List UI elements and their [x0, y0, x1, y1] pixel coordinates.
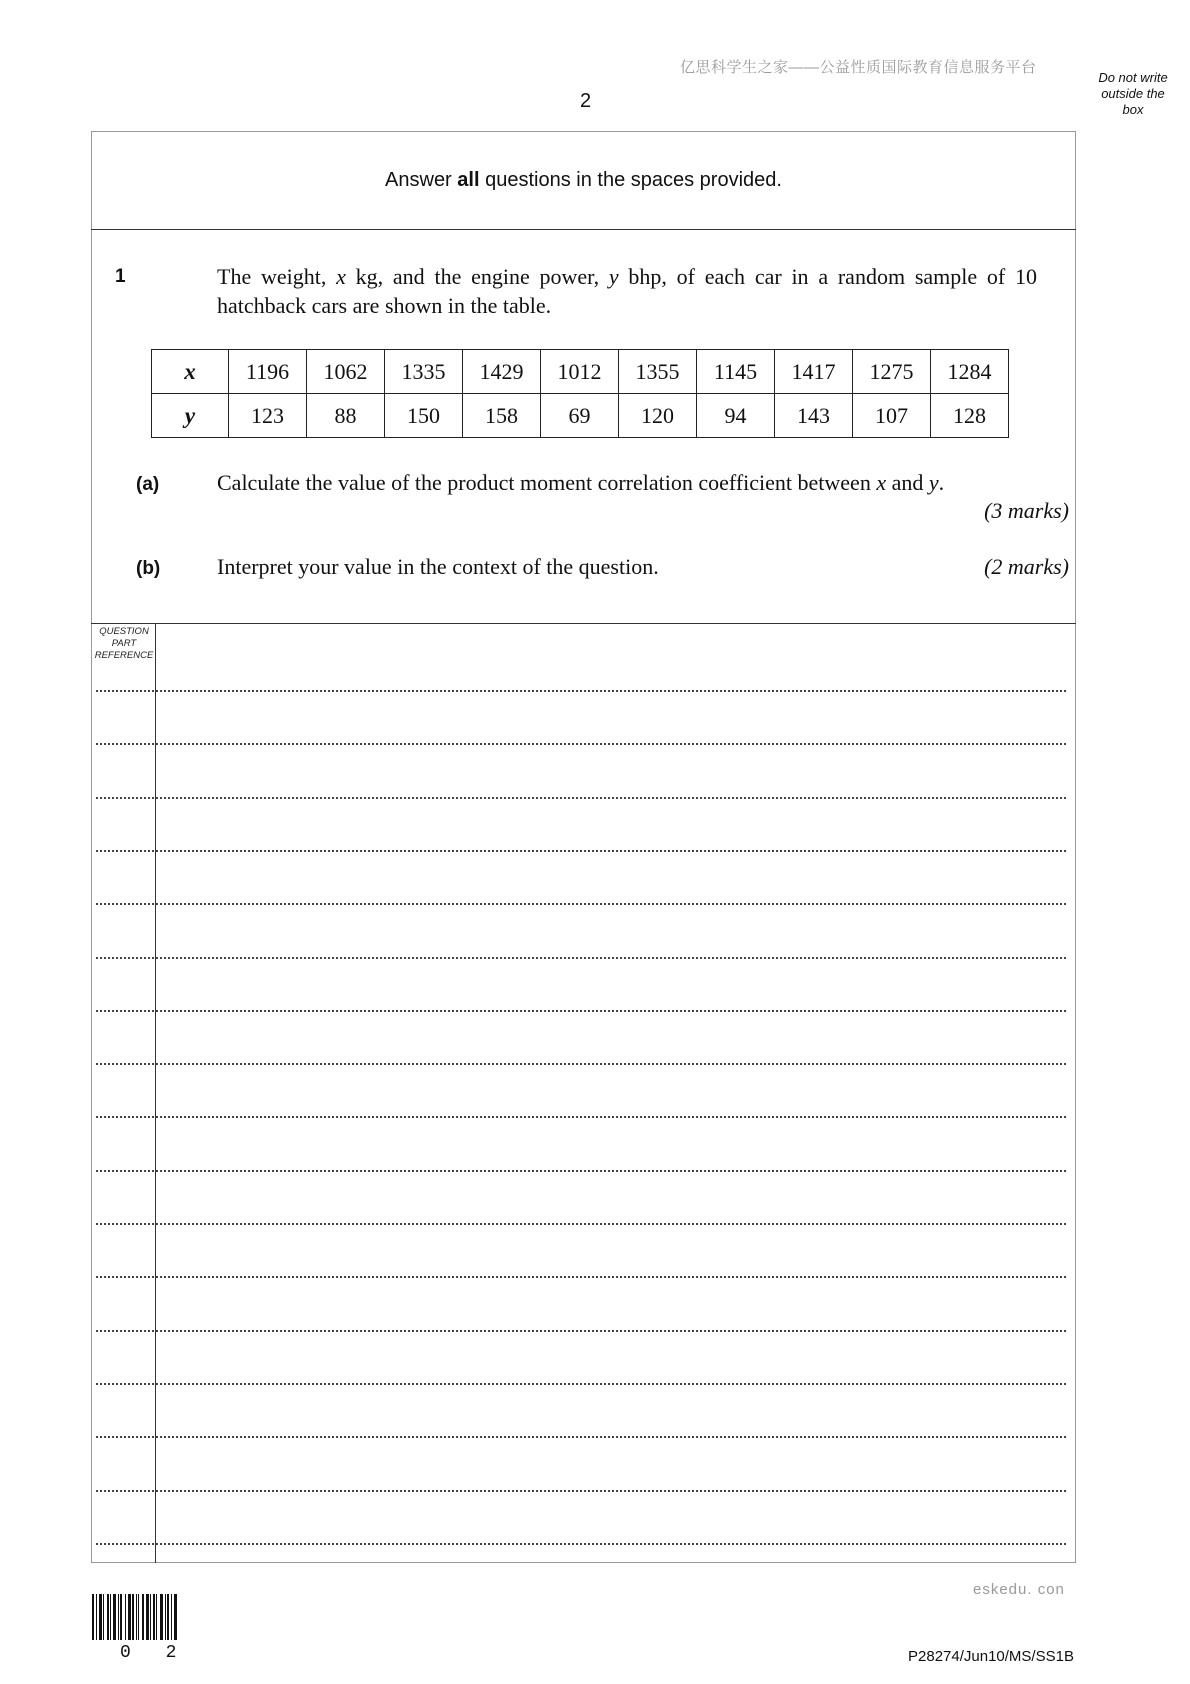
table-cell: 107 — [853, 394, 931, 438]
table-header-y: y — [152, 394, 229, 438]
ref-label-line: QUESTION — [99, 626, 149, 637]
question-number: 1 — [115, 266, 126, 287]
stem-part-2: kg, and the engine power, — [345, 264, 609, 289]
answer-line[interactable] — [96, 1490, 1066, 1492]
stem-x-var: x — [336, 264, 346, 289]
answer-line[interactable] — [96, 1223, 1066, 1225]
answer-line[interactable] — [96, 957, 1066, 959]
table-row-x — [152, 350, 1009, 394]
part-a-var-y: y — [928, 470, 939, 495]
table-row-y — [152, 394, 1009, 438]
answer-line[interactable] — [96, 1330, 1066, 1332]
answer-line[interactable] — [96, 1170, 1066, 1172]
table-cell: 1429 — [463, 350, 541, 394]
instructions-post: questions in the spaces provided. — [479, 168, 782, 191]
part-a-marks: (3 marks) — [984, 498, 1069, 523]
table-cell: 123 — [229, 394, 307, 438]
answer-line[interactable] — [96, 1063, 1066, 1065]
table-cell: 1012 — [541, 350, 619, 394]
page-number: 2 — [580, 90, 592, 112]
table-cell: 128 — [931, 394, 1009, 438]
part-a-text — [217, 470, 944, 496]
instructions — [91, 131, 1076, 229]
table-cell: 88 — [307, 394, 385, 438]
table-header-x: x — [152, 350, 229, 394]
answer-box-frame — [91, 131, 1076, 1563]
footer-reference: P28274/Jun10/MS/SS1B — [908, 1648, 1074, 1665]
answer-line[interactable] — [96, 797, 1066, 799]
part-a-text-mid: and — [886, 470, 929, 495]
answer-line[interactable] — [96, 903, 1066, 905]
reference-column-line — [155, 624, 156, 1563]
table-cell: 94 — [697, 394, 775, 438]
answer-line[interactable] — [96, 1116, 1066, 1118]
ref-label-line: REFERENCE — [94, 650, 154, 661]
stem-y-var: y — [608, 264, 619, 289]
answer-line[interactable] — [96, 1383, 1066, 1385]
divider-instructions — [91, 229, 1076, 230]
answer-line[interactable] — [96, 1010, 1066, 1012]
part-a-text-pre: Calculate the value of the product moment correlation coefficient between — [217, 470, 877, 495]
table-cell: 143 — [775, 394, 853, 438]
ref-label-line: PART — [111, 638, 137, 649]
table-cell: 1417 — [775, 350, 853, 394]
table-cell: 158 — [463, 394, 541, 438]
instructions-bold: all — [457, 168, 480, 191]
part-b-marks: (2 marks) — [984, 554, 1069, 579]
table-cell: 1284 — [931, 350, 1009, 394]
part-b-label: (b) — [136, 558, 161, 579]
answer-line[interactable] — [96, 743, 1066, 745]
barcode — [92, 1594, 177, 1640]
table-cell: 1275 — [853, 350, 931, 394]
divider-answer-area — [91, 623, 1076, 624]
question-part-reference-label — [93, 626, 155, 662]
barcode-number: 0 2 — [120, 1643, 189, 1663]
answer-line[interactable] — [96, 1276, 1066, 1278]
table-cell: 1062 — [307, 350, 385, 394]
watermark-bottom: eskedu. con — [973, 1581, 1065, 1598]
question-stem — [217, 262, 1037, 320]
stem-part-1: The weight, — [217, 264, 337, 289]
table-cell: 150 — [385, 394, 463, 438]
table-cell: 120 — [619, 394, 697, 438]
data-table — [151, 349, 1009, 438]
table-cell: 1196 — [229, 350, 307, 394]
part-b-text: Interpret your value in the context of the question. — [217, 554, 659, 579]
table-cell: 1145 — [697, 350, 775, 394]
answer-line[interactable] — [96, 1543, 1066, 1545]
table-cell: 1335 — [385, 350, 463, 394]
part-a-text-post: . — [938, 470, 945, 495]
stem-part-3: bhp, of each car in a random sample of 10 hatchback cars are shown in the table. — [217, 264, 1037, 318]
table-cell: 1355 — [619, 350, 697, 394]
part-a-label: (a) — [136, 474, 160, 495]
answer-line[interactable] — [96, 1436, 1066, 1438]
table-cell: 69 — [541, 394, 619, 438]
watermark-top: 亿思科学生之家——公益性质国际教育信息服务平台 — [680, 59, 1037, 76]
margin-note: Do not write outside the box — [1098, 70, 1168, 117]
part-a-var-x: x — [876, 470, 887, 495]
instructions-pre: Answer — [385, 168, 458, 191]
answer-line[interactable] — [96, 690, 1066, 692]
answer-line[interactable] — [96, 850, 1066, 852]
